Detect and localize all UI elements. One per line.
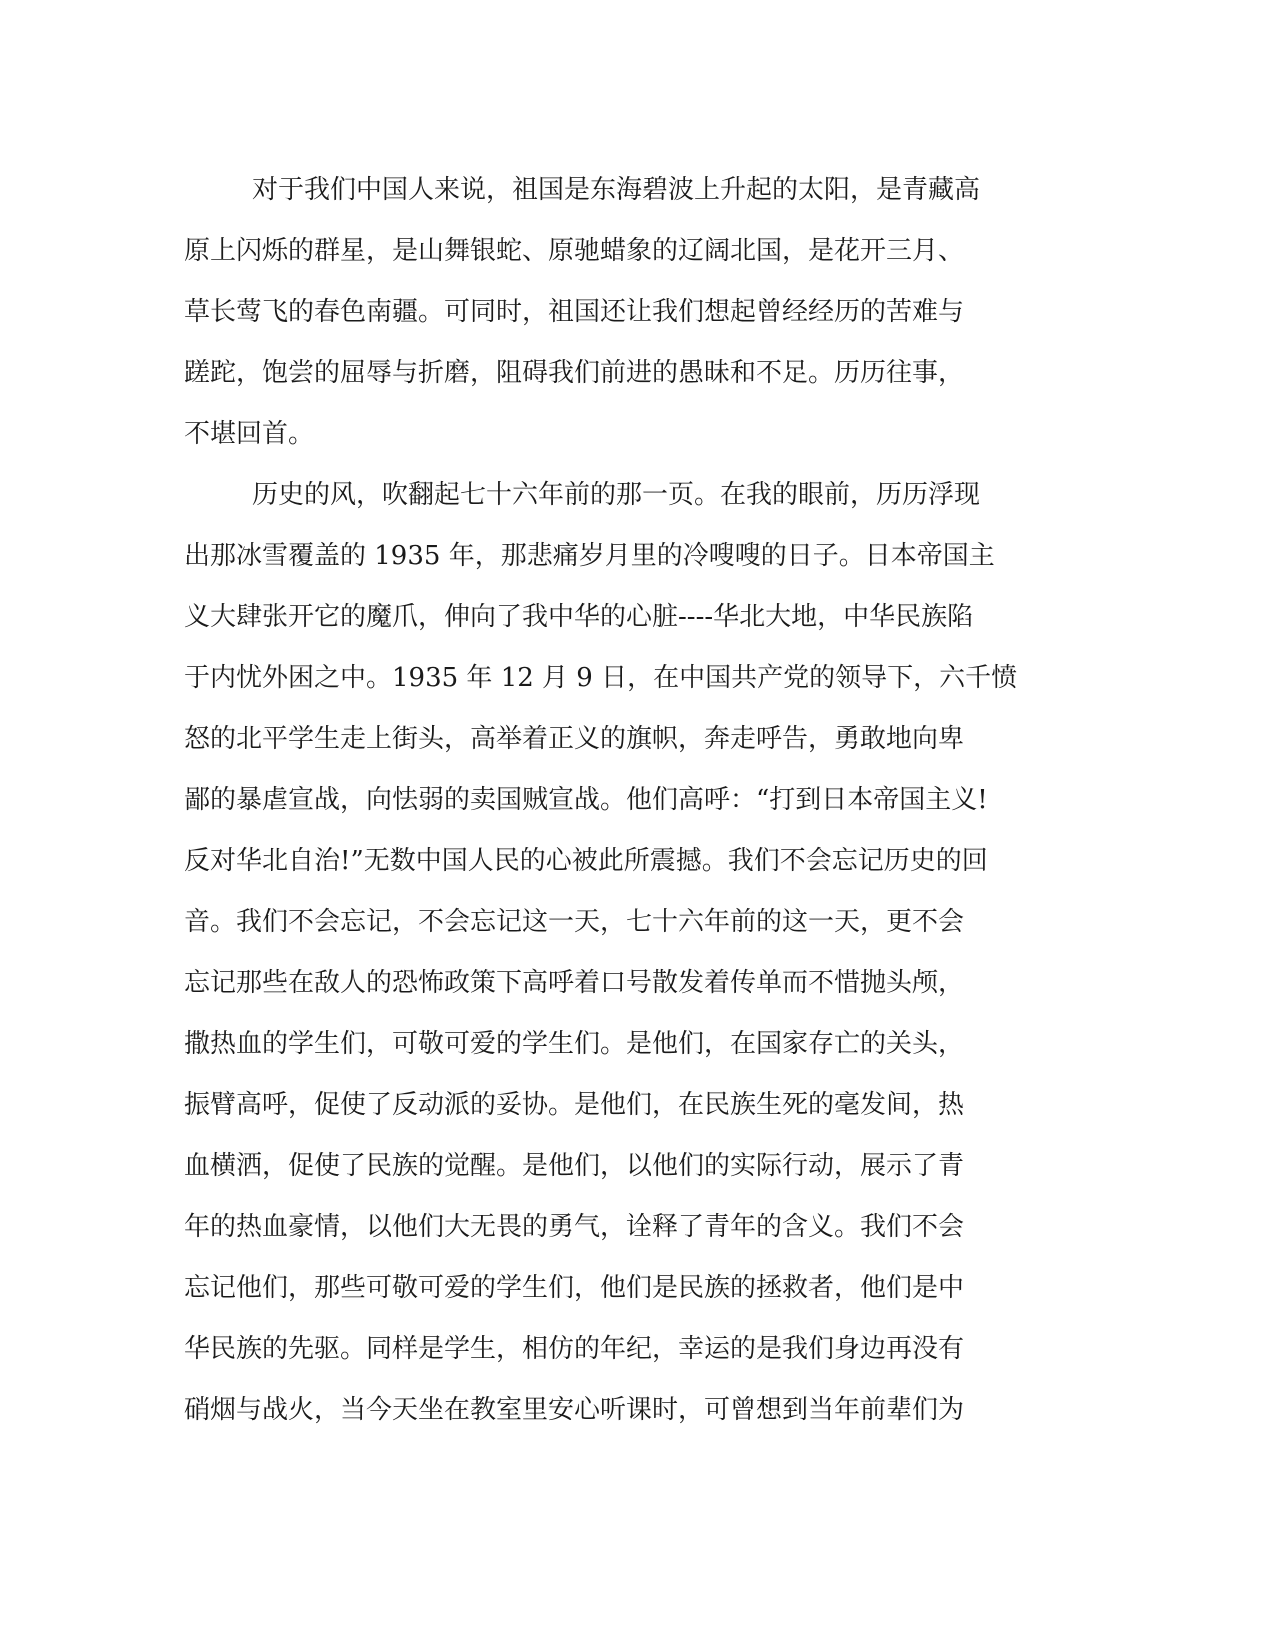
text-line: 华民族的先驱。同样是学生，相仿的年纪，幸运的是我们身边再没有 [184, 1334, 965, 1364]
text-line: 振臂高呼，促使了反动派的妥协。是他们，在民族生死的毫发间，热 [184, 1090, 965, 1120]
text-line: 忘记他们，那些可敬可爱的学生们，他们是民族的拯救者，他们是中 [184, 1273, 965, 1303]
text-line: 年的热血豪情，以他们大无畏的勇气，诠释了青年的含义。我们不会 [184, 1212, 965, 1242]
text-line: 忘记那些在敌人的恐怖政策下高呼着口号散发着传单而不惜抛头颅， [184, 968, 965, 998]
text-line: 鄙的暴虐宣战，向怯弱的卖国贼宣战。他们高呼：“打到日本帝国主义! [184, 785, 988, 815]
text-line: 历史的风，吹翻起七十六年前的那一页。在我的眼前，历历浮现 [252, 480, 981, 510]
text-line: 草长莺飞的春色南疆。可同时，祖国还让我们想起曾经经历的苦难与 [184, 297, 965, 327]
text-line: 音。我们不会忘记，不会忘记这一天，七十六年前的这一天，更不会 [184, 907, 965, 937]
text-line: 原上闪烁的群星，是山舞银蛇、原驰蜡象的辽阔北国，是花开三月、 [184, 236, 965, 266]
text-line: 于内忧外困之中。1935 年 12 月 9 日，在中国共产党的领导下，六千愤 [184, 663, 1018, 693]
document-body [184, 160, 1074, 1441]
paragraph-2 [184, 465, 1074, 1441]
text-line: 硝烟与战火，当今天坐在教室里安心听课时，可曾想到当年前辈们为 [184, 1395, 965, 1425]
text-line: 义大肆张开它的魔爪，伸向了我中华的心脏----华北大地，中华民族陷 [184, 602, 974, 632]
text-line: 撒热血的学生们，可敬可爱的学生们。是他们，在国家存亡的关头， [184, 1029, 965, 1059]
text-line: 对于我们中国人来说，祖国是东海碧波上升起的太阳，是青藏高 [252, 175, 981, 205]
text-line: 不堪回首。 [184, 419, 315, 449]
text-line: 血横洒，促使了民族的觉醒。是他们，以他们的实际行动，展示了青 [184, 1151, 965, 1181]
text-line: 蹉跎，饱尝的屈辱与折磨，阻碍我们前进的愚昧和不足。历历往事， [184, 358, 965, 388]
text-line: 怒的北平学生走上街头，高举着正义的旗帜，奔走呼告，勇敢地向卑 [184, 724, 965, 754]
text-line: 反对华北自治!”无数中国人民的心被此所震撼。我们不会忘记历史的回 [184, 846, 988, 876]
text-line: 出那冰雪覆盖的 1935 年，那悲痛岁月里的冷嗖嗖的日子。日本帝国主 [184, 541, 995, 571]
paragraph-1 [184, 160, 1074, 465]
